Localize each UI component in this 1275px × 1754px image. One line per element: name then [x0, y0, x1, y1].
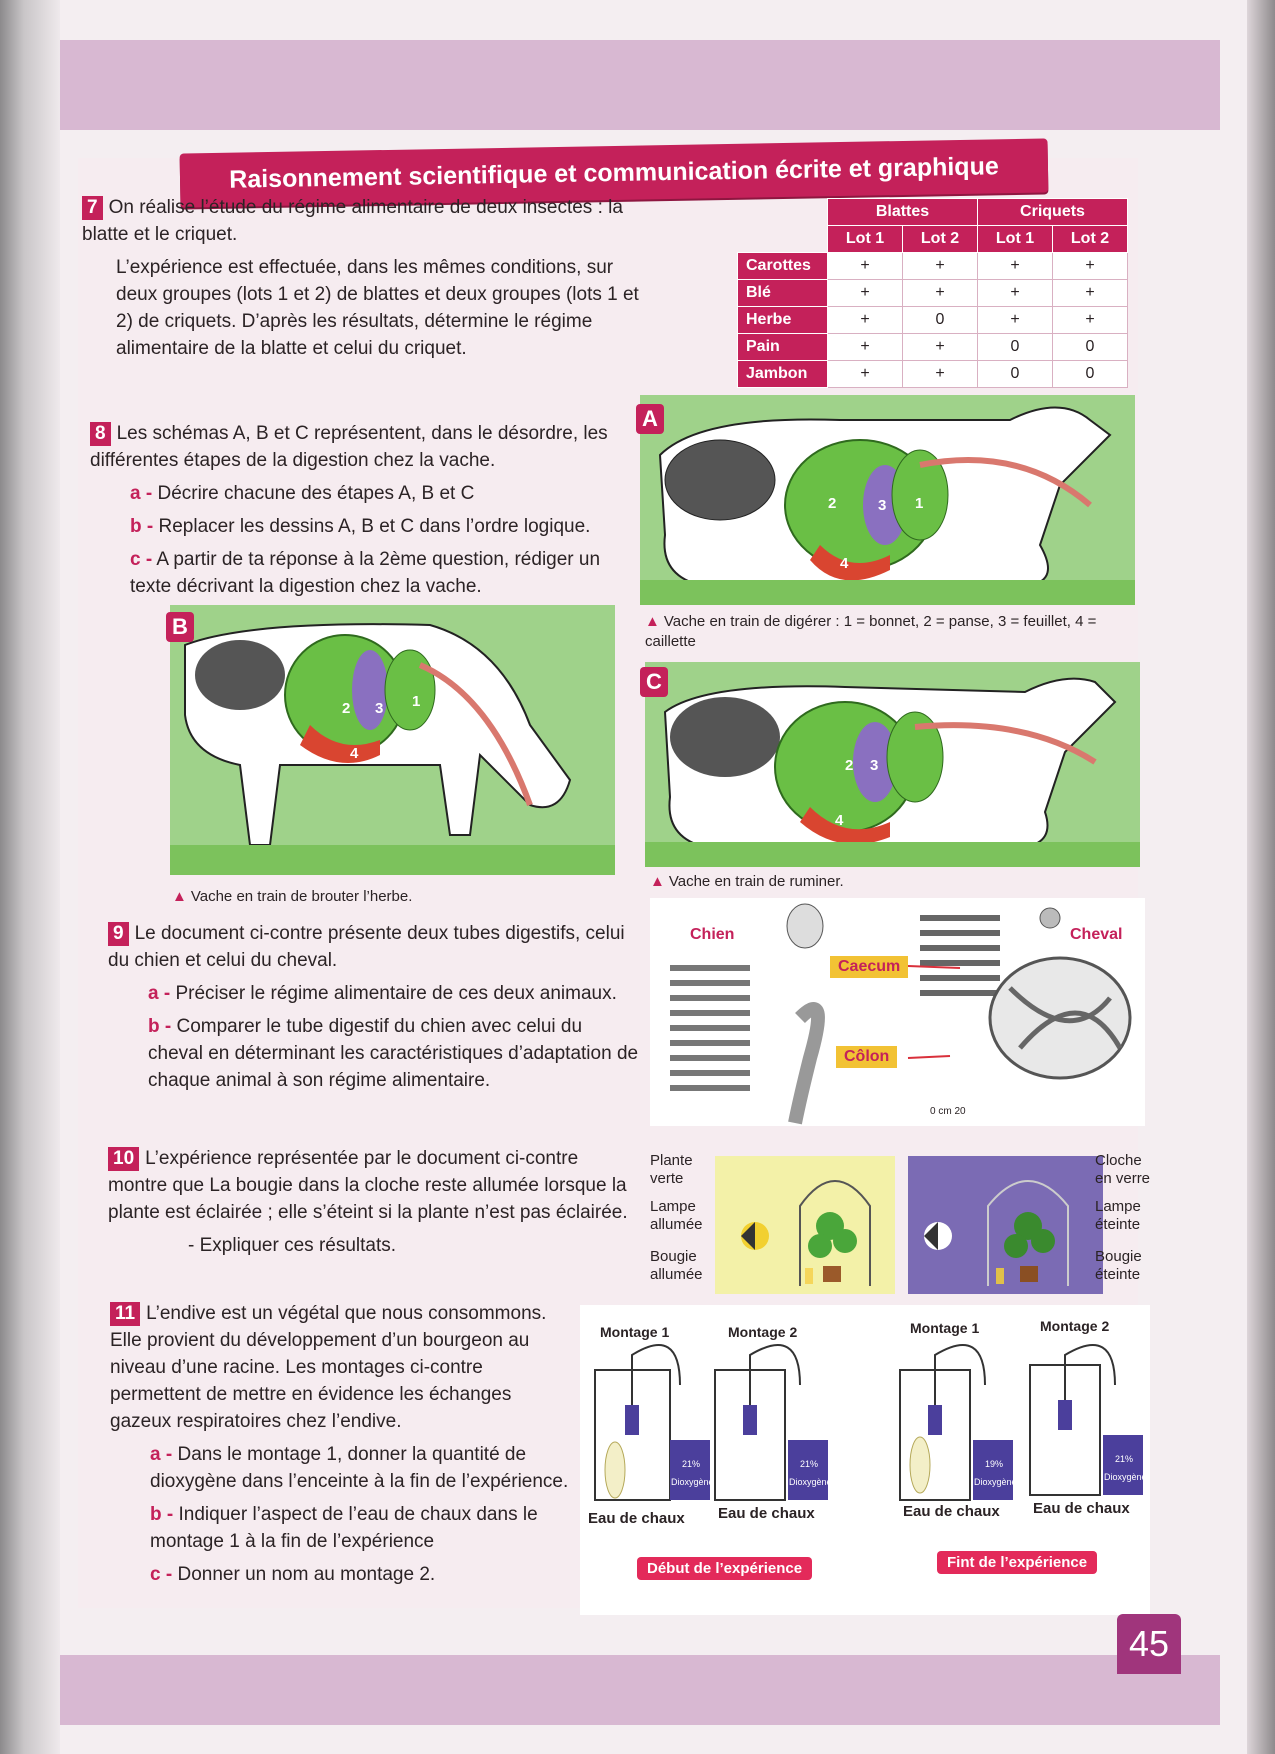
montage-2-label: Montage 2: [1040, 1318, 1110, 1334]
table-cell: +: [828, 280, 903, 307]
lit-bell-jar-illustration: [715, 1156, 895, 1294]
stomach-label-2: 2: [845, 757, 854, 774]
montage-2-label: Montage 2: [728, 1324, 798, 1340]
stomach-label-3: 3: [375, 700, 384, 717]
table-cell: 0: [903, 307, 978, 334]
table-row-label: Jambon: [738, 361, 828, 388]
table-cell: +: [903, 361, 978, 388]
question-marker: b -: [150, 1504, 174, 1525]
exercise-number: 8: [90, 422, 111, 446]
table-cell: +: [1053, 307, 1128, 334]
table-cell: +: [903, 280, 978, 307]
cow-figure-c: [645, 662, 1140, 867]
exercise-11: [110, 1300, 570, 1594]
question-marker: c -: [150, 1564, 173, 1585]
question-marker: a -: [150, 1444, 173, 1465]
montage-1-label: Montage 1: [600, 1324, 670, 1340]
table-lot-header: Lot 2: [1053, 226, 1128, 253]
table-cell: +: [978, 253, 1053, 280]
question-marker: b -: [130, 516, 154, 537]
question-b: Comparer le tube digestif du chien avec celui du cheval en déterminant les caractéristiques d’adaptation de chaque animal à son régime alimentaire.: [148, 1016, 639, 1091]
oxygen-label: 21% Dioxygène: [1104, 1454, 1147, 1482]
table-row-label: Pain: [738, 334, 828, 361]
start-experiment-badge: Début de l’expérience: [637, 1557, 812, 1580]
bottom-band: [60, 1655, 1220, 1725]
figure-letter-c: C: [640, 667, 668, 697]
oxygen-label: 21% Dioxygène: [671, 1459, 714, 1487]
table-cell: +: [828, 361, 903, 388]
results-table: [737, 198, 1128, 388]
oxygen-label: 19% Dioxygène: [974, 1459, 1017, 1487]
stomach-label-3: 3: [870, 757, 879, 774]
stomach-label-4: 4: [835, 812, 844, 829]
exercise-number: 9: [108, 922, 129, 946]
exercise-7: [82, 194, 647, 368]
figure-a-caption: ▲ Vache en train de digérer : 1 = bonnet, 2 = panse, 3 = feuillet, 4 = caillette: [645, 613, 1097, 650]
exercise-9-intro: Le document ci-contre présente deux tubes digestifs, celui du chien et celui du cheval.: [108, 923, 625, 971]
exercise-8: [90, 420, 630, 606]
table-row: [738, 280, 1128, 307]
table-cell: +: [828, 253, 903, 280]
table-cell: 0: [978, 334, 1053, 361]
question-marker: a -: [130, 483, 153, 504]
exercise-10-text: L’expérience représentée par le document ci-contre montre que La bougie dans la cloche reste allumée lorsque la plante est éclairée ; elle s’éteint si la plante n’est pas éclairée.: [108, 1148, 628, 1223]
question-a: Décrire chacune des étapes A, B et C: [157, 483, 475, 504]
figure-c-caption: ▲ Vache en train de ruminer.: [650, 873, 844, 890]
candle-off-label: Bougie éteinte: [1095, 1248, 1142, 1283]
question-marker: c -: [130, 549, 153, 570]
limewater-label: Eau de chaux: [903, 1503, 1000, 1520]
page-number: 45: [1117, 1614, 1181, 1674]
table-row: [738, 361, 1128, 388]
exercise-number: 10: [108, 1147, 139, 1171]
lamp-on-label: Lampe allumée: [650, 1198, 703, 1233]
triangle-icon: ▲: [650, 873, 665, 890]
scale-label: 0 cm 20: [930, 1106, 966, 1117]
question-marker: b -: [148, 1016, 172, 1037]
exercise-7-text: L’expérience est effectuée, dans les mêmes conditions, sur deux groupes (lots 1 et 2) de blattes et deux groupes (lots 1 et 2) de criquets. D’après les résultats, détermine le régime alimentaire de la blatte et celui du criquet.: [116, 257, 639, 359]
table-cell: +: [978, 307, 1053, 334]
question-c: Donner un nom au montage 2.: [177, 1564, 436, 1585]
stomach-label-2: 2: [342, 700, 351, 717]
table-lot-header: Lot 1: [978, 226, 1053, 253]
exercise-number: 7: [82, 196, 103, 220]
limewater-label: Eau de chaux: [1033, 1500, 1130, 1517]
table-row: [738, 334, 1128, 361]
stomach-label-3: 3: [878, 497, 887, 514]
exercise-number: 11: [110, 1302, 140, 1326]
end-experiment-badge: Fint de l’expérience: [937, 1551, 1097, 1574]
table-cell: +: [828, 307, 903, 334]
cow-illustration: [640, 395, 1135, 605]
dark-scene: [908, 1156, 1103, 1294]
question-c: A partir de ta réponse à la 2ème question, rédiger un texte décrivant la digestion chez la vache.: [130, 549, 601, 597]
stomach-label-1: 1: [915, 495, 924, 512]
limewater-label: Eau de chaux: [718, 1505, 815, 1522]
question-a: Préciser le régime alimentaire de ces deux animaux.: [175, 983, 617, 1004]
table-group-header: Criquets: [978, 199, 1128, 226]
cow-illustration: [170, 605, 615, 875]
lit-scene: [715, 1156, 895, 1294]
table-group-header: Blattes: [828, 199, 978, 226]
green-plant-label: Plante verte: [650, 1152, 693, 1187]
question-marker: a -: [148, 983, 171, 1004]
table-row: [738, 253, 1128, 280]
candle-experiment-figure: [650, 1150, 1151, 1300]
cow-figure-a: [640, 395, 1135, 605]
exercise-8-intro: Les schémas A, B et C représentent, dans le désordre, les différentes étapes de la digestion chez la vache.: [90, 423, 608, 471]
horse-label: Cheval: [1070, 926, 1123, 943]
limewater-label: Eau de chaux: [588, 1510, 685, 1527]
exercise-9: [108, 920, 640, 1100]
top-band: [60, 40, 1220, 130]
stomach-label-4: 4: [840, 555, 849, 572]
lamp-off-label: Lampe éteinte: [1095, 1198, 1141, 1233]
figure-b-caption: ▲ Vache en train de brouter l’herbe.: [172, 888, 413, 905]
exercise-10-question: - Expliquer ces résultats.: [188, 1235, 397, 1256]
table-cell: +: [978, 280, 1053, 307]
figure-letter-a: A: [636, 404, 664, 434]
triangle-icon: ▲: [172, 888, 187, 905]
table-cell: +: [903, 334, 978, 361]
stomach-label-2: 2: [828, 495, 837, 512]
exercise-10: [108, 1145, 640, 1265]
table-lot-header: Lot 2: [903, 226, 978, 253]
endive-experiment-figure: [580, 1305, 1150, 1615]
stomach-label-1: 1: [412, 693, 421, 710]
section-title: Raisonnement scientifique et communication écrite et graphique: [180, 138, 1049, 207]
question-b: Replacer les dessins A, B et C dans l’ordre logique.: [158, 516, 591, 537]
table-cell: +: [828, 334, 903, 361]
table-cell: 0: [1053, 361, 1128, 388]
figure-letter-b: B: [166, 612, 194, 642]
table-cell: +: [903, 253, 978, 280]
question-a: Dans le montage 1, donner la quantité de dioxygène dans l’enceinte à la fin de l’expérience.: [150, 1444, 569, 1492]
table-row-label: Carottes: [738, 253, 828, 280]
book-spine-shadow: [0, 0, 60, 1754]
table-cell: +: [1053, 253, 1128, 280]
digestive-tubes-figure: [650, 898, 1145, 1126]
table-cell: 0: [1053, 334, 1128, 361]
exercise-7-intro: On réalise l’étude du régime alimentaire de deux insectes : la blatte et le criquet.: [82, 197, 623, 245]
page-edge: [1247, 0, 1275, 1754]
table-row-label: Blé: [738, 280, 828, 307]
table-lot-header: Lot 1: [828, 226, 903, 253]
cow-figure-b: [170, 605, 615, 875]
stomach-label-4: 4: [350, 745, 359, 762]
question-b: Indiquer l’aspect de l’eau de chaux dans le montage 1 à la fin de l’expérience: [150, 1504, 538, 1552]
caecum-tag: Caecum: [830, 956, 908, 978]
exercise-11-intro: L’endive est un végétal que nous consommons. Elle provient du développement d’un bourgeon au niveau d’une racine. Les montages ci-contre permettent de mettre en évidence les échanges gazeux respiratoires chez l’endive.: [110, 1303, 547, 1432]
table-cell: +: [1053, 280, 1128, 307]
candle-on-label: Bougie allumée: [650, 1248, 703, 1283]
dog-label: Chien: [690, 926, 735, 943]
cow-illustration: [645, 662, 1140, 867]
table-row: [738, 307, 1128, 334]
table-cell: 0: [978, 361, 1053, 388]
colon-tag: Côlon: [836, 1046, 897, 1068]
triangle-icon: ▲: [645, 613, 660, 630]
montage-1-label: Montage 1: [910, 1320, 980, 1336]
bell-jar-label: Cloche en verre: [1095, 1152, 1151, 1187]
oxygen-label: 21% Dioxygène: [789, 1459, 832, 1487]
dark-bell-jar-illustration: [908, 1156, 1103, 1294]
table-row-label: Herbe: [738, 307, 828, 334]
